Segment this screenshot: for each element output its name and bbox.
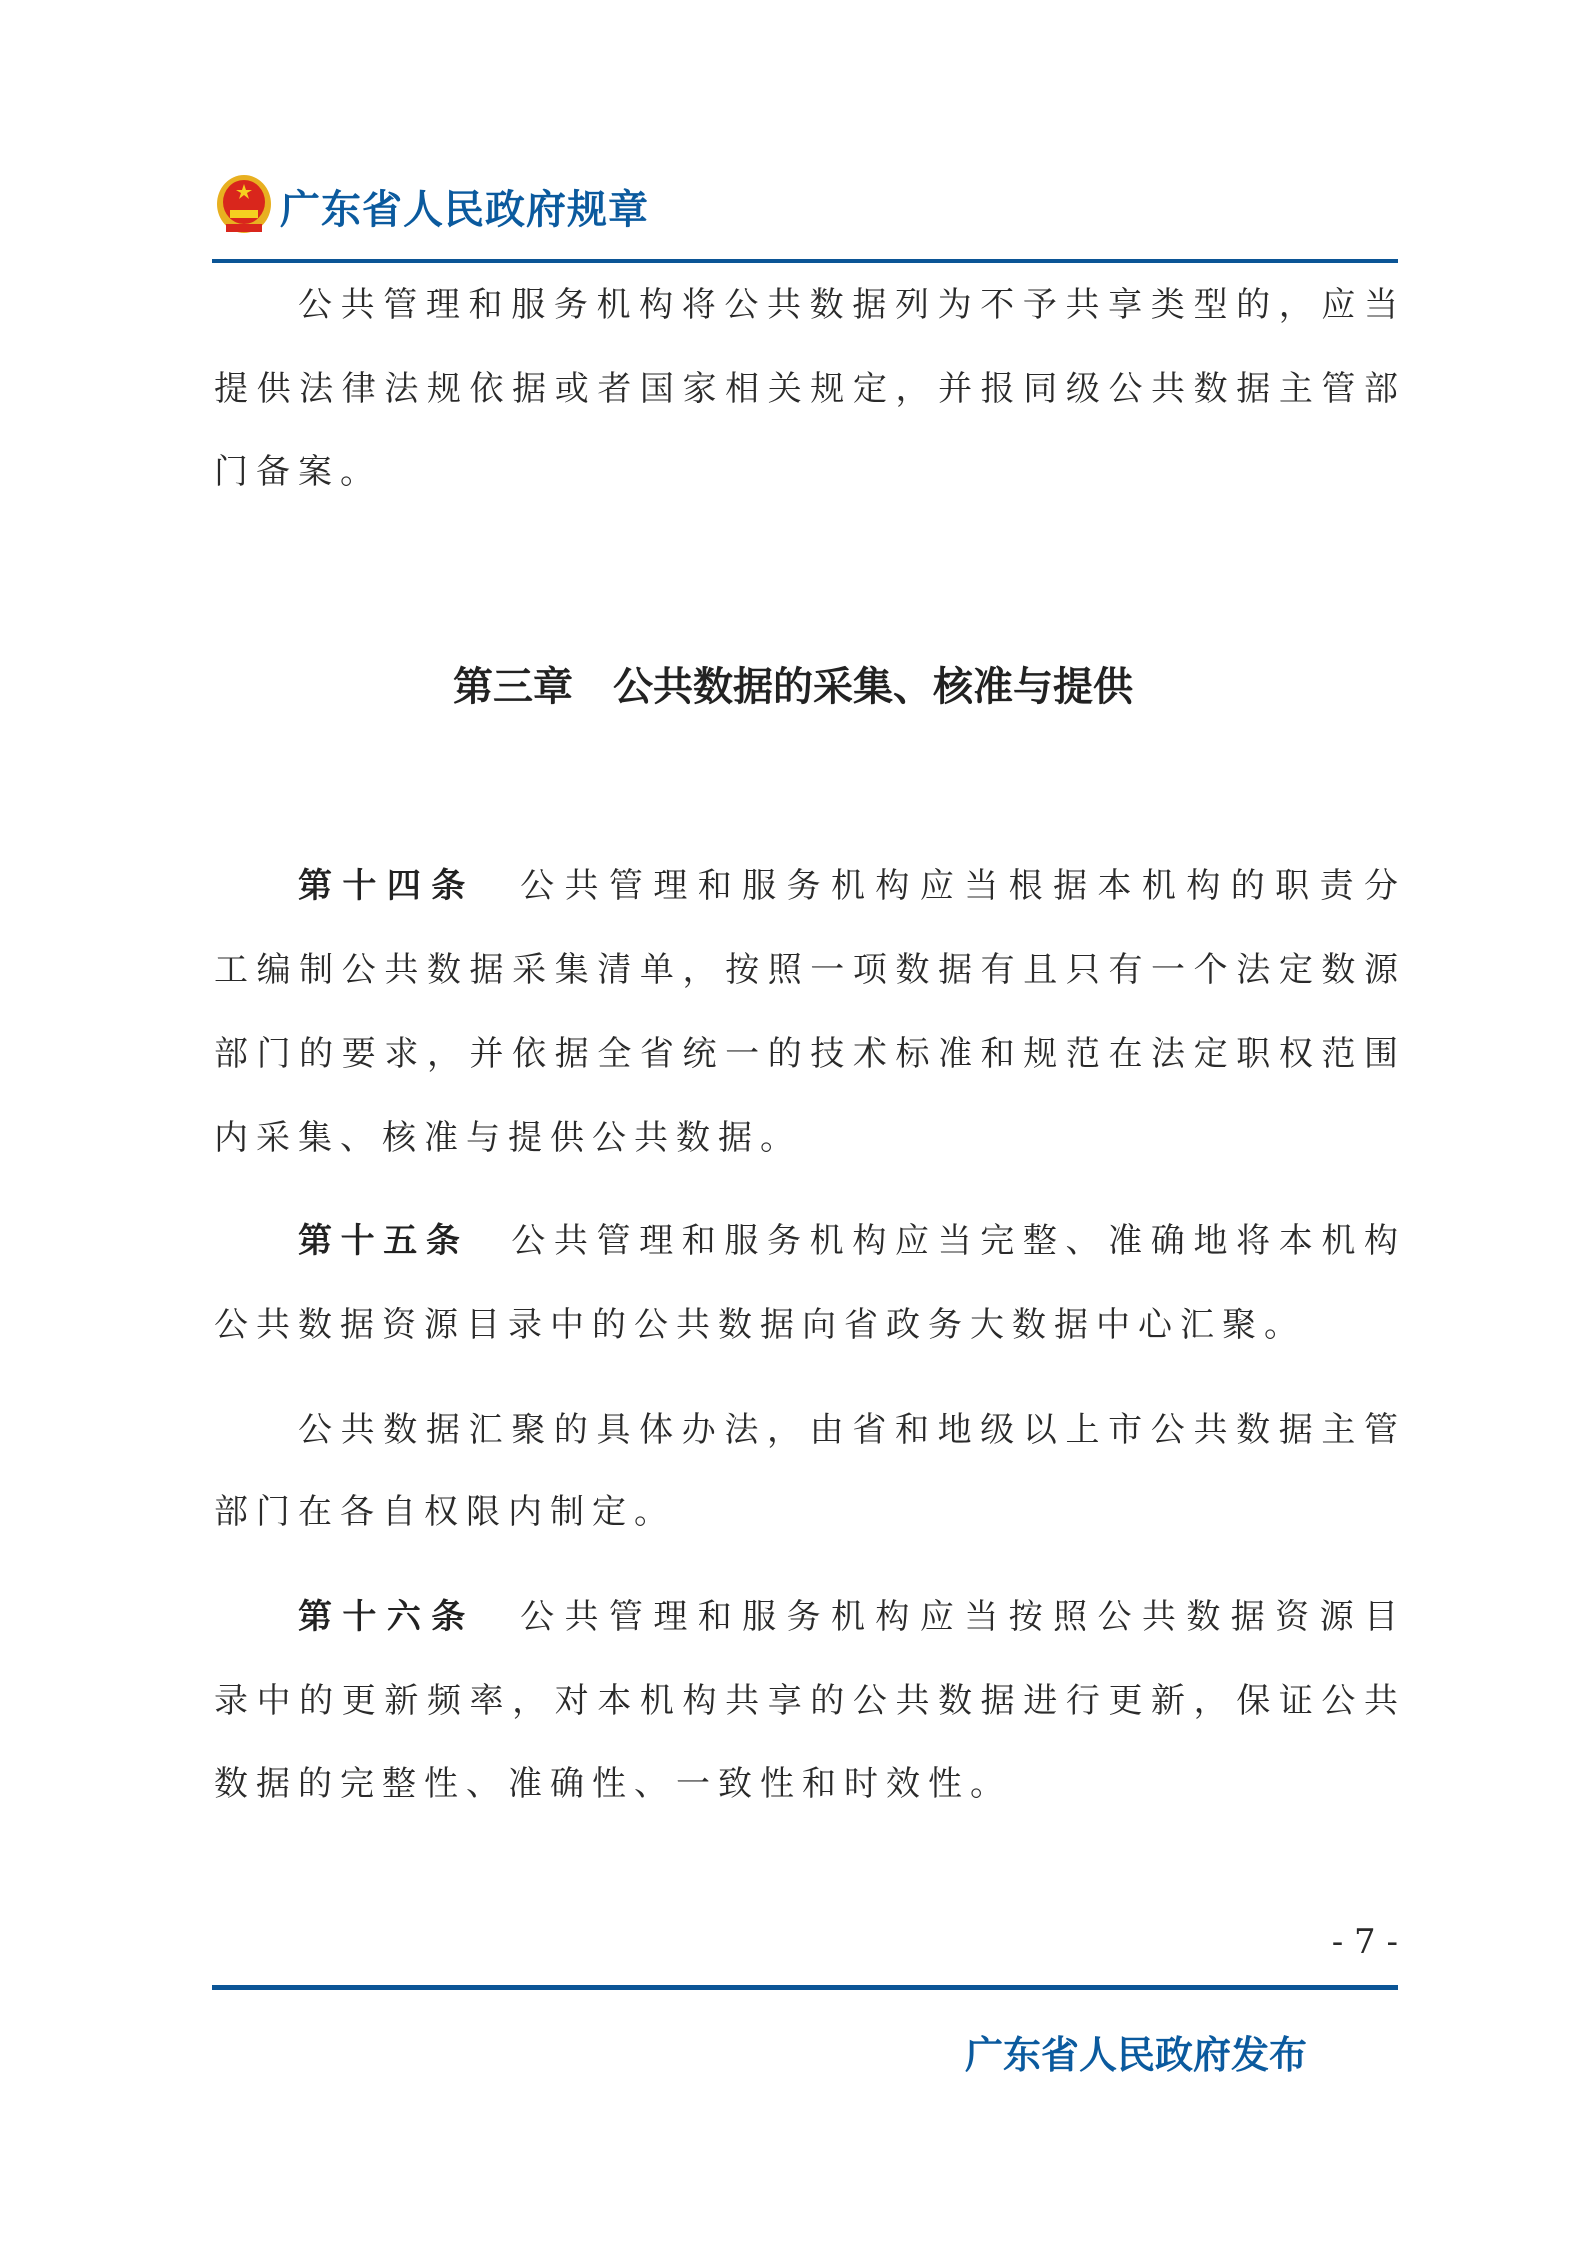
- text-line: 提供法律法规依据或者国家相关规定，并报同级公共数据主管部: [214, 369, 1398, 409]
- text-line: 公共数据资源目录中的公共数据向省政务大数据中心汇聚。: [214, 1305, 1306, 1345]
- article-15-line: [298, 1216, 1398, 1266]
- header-rule: [212, 259, 1398, 263]
- text-line: 部门的要求，并依据全省统一的技术标准和规范在法定职权范围: [214, 1034, 1398, 1074]
- text-line: 公共数据汇聚的具体办法，由省和地级以上市公共数据主管: [298, 1410, 1398, 1450]
- text-line: 工编制公共数据采集清单，按照一项数据有且只有一个法定数源: [214, 950, 1398, 990]
- page-number: - 7 -: [1331, 1922, 1398, 1962]
- text-line: 录中的更新频率，对本机构共享的公共数据进行更新，保证公共: [214, 1681, 1398, 1721]
- chapter-title: 第三章 公共数据的采集、核准与提供: [453, 664, 1133, 710]
- text-line: 部门在各自权限内制定。: [214, 1492, 676, 1532]
- text-line: 公共管理和服务机构将公共数据列为不予共享类型的，应当: [298, 285, 1398, 325]
- article-label: 第十五条: [298, 1221, 469, 1261]
- article-label: 第十四条: [298, 866, 476, 906]
- text-line: 内采集、核准与提供公共数据。: [214, 1118, 802, 1158]
- text-line: 门备案。: [214, 452, 382, 492]
- text-span: 公共管理和服务机构应当根据本机构的职责分: [520, 866, 1399, 906]
- text-span: 公共管理和服务机构应当完整、准确地将本机构: [511, 1221, 1399, 1261]
- footer-publisher: 广东省人民政府发布: [965, 2033, 1308, 2077]
- header-title: 广东省人民政府规章: [280, 187, 649, 233]
- article-14-line: [298, 861, 1398, 911]
- text-span: 公共管理和服务机构应当按照公共数据资源目: [520, 1597, 1399, 1637]
- text-line: 数据的完整性、准确性、一致性和时效性。: [214, 1764, 1012, 1804]
- footer-rule: [212, 1985, 1398, 1990]
- article-label: 第十六条: [298, 1597, 476, 1637]
- article-16-line: [298, 1592, 1398, 1642]
- national-emblem-icon: [216, 174, 272, 236]
